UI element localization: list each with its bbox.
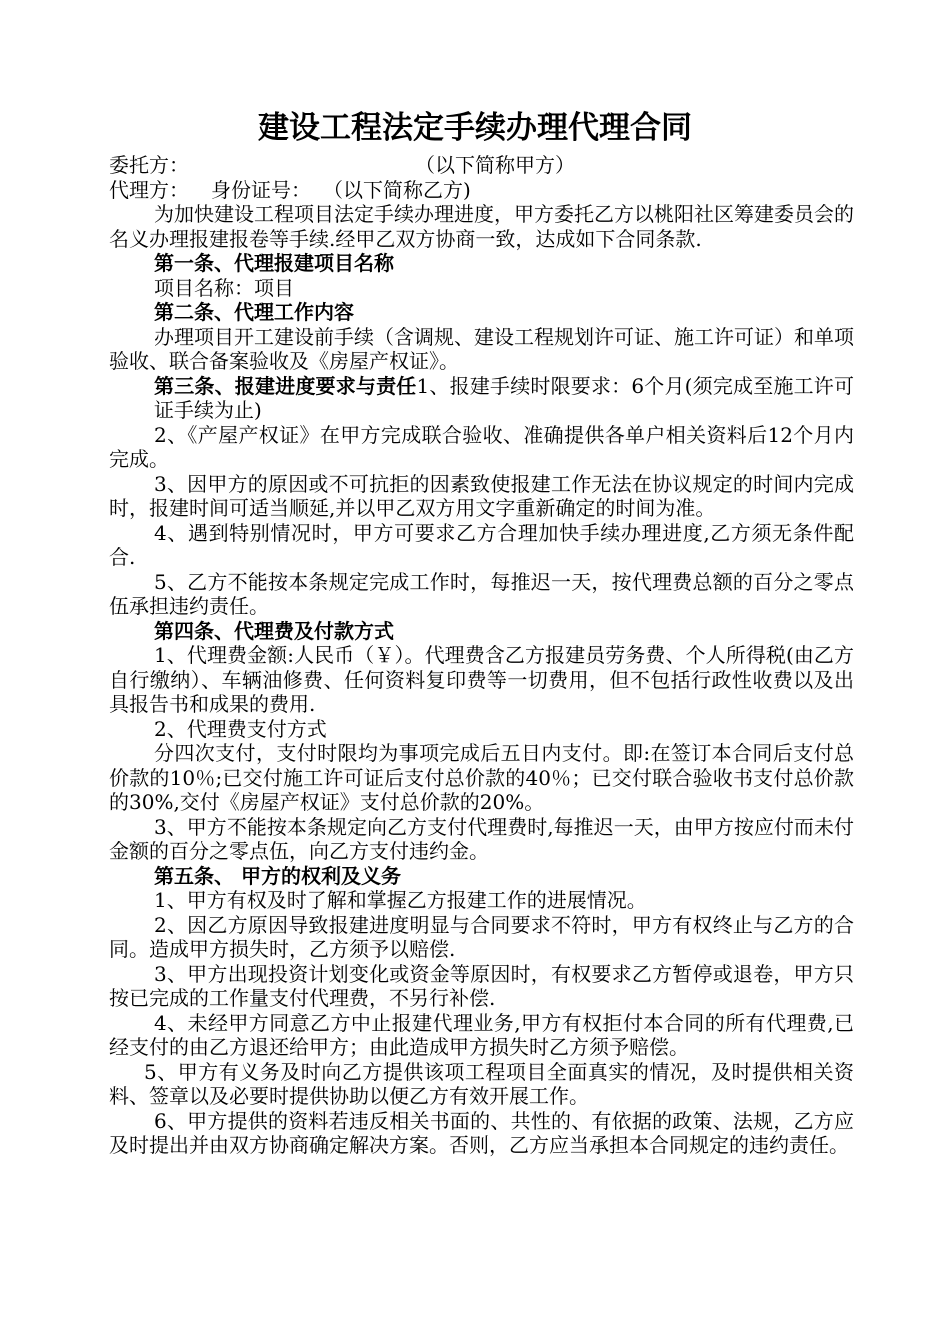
article-5-item-4: 4、未经甲方同意乙方中止报建代理业务,甲方有权拒付本合同的所有代理费,已经支付的由乙方退还给甲方；由此造成甲方损失时乙方须予赔偿。 <box>109 1010 854 1059</box>
party-b-suffix: （以下简称乙方) <box>323 177 471 202</box>
article-5-item-3: 3、甲方出现投资计划变化或资金等原因时，有权要求乙方暂停或退卷，甲方只按已完成的工作量支付代理费，不另行补偿. <box>109 961 854 1010</box>
intro-paragraph: 为加快建设工程项目法定手续办理进度，甲方委托乙方以桃阳社区筹建委员会的名义办理报建报卷等手续.经甲乙双方协商一致，达成如下合同条款. <box>109 202 854 251</box>
party-b-id-label: 身份证号： <box>211 177 311 202</box>
article-5-item-2: 2、因乙方原因导致报建进度明显与合同要求不符时，甲方有权终止与乙方的合同。造成甲方损失时，乙方须予以赔偿. <box>109 912 854 961</box>
article-5-heading: 第五条、 甲方的权利及义务 <box>154 863 401 888</box>
article-3-item-3: 3、因甲方的原因或不可抗拒的因素致使报建工作无法在协议规定的时间内完成时，报建时间可适当顺延,并以甲乙双方用文字重新确定的时间为准。 <box>109 471 854 520</box>
article-5-item-1: 1、甲方有权及时了解和掌握乙方报建工作的进展情况。 <box>154 888 647 912</box>
article-3-item-5: 5、乙方不能按本条规定完成工作时，每推迟一天，按代理费总额的百分之零点伍承担违约责任。 <box>109 569 854 618</box>
article-4-item-1: 1、代理费金额:人民币（￥）。代理费含乙方报建员劳务费、个人所得税(由乙方自行缴纳）、车辆油修费、任何资料复印费等一切费用，但不包括行政性收费以及出具报告书和成果的费用. <box>109 643 854 716</box>
article-5-item-6: 6、甲方提供的资料若违反相关书面的、共性的、有依据的政策、法规，乙方应及时提出并由双方协商确定解决方案。否则，乙方应当承担本合同规定的违约责任。 <box>109 1108 854 1157</box>
article-2-text: 办理项目开工建设前手续（含调规、建设工程规划许可证、施工许可证）和单项验收、联合备案验收及《房屋产权证》。 <box>109 324 854 373</box>
article-4-item-3: 3、甲方不能按本条规定向乙方支付代理费时,每推迟一天，由甲方按应付而未付金额的百分之零点伍，向乙方支付违约金。 <box>109 814 854 863</box>
party-b-line <box>109 178 854 203</box>
article-4-heading: 第四条、代理费及付款方式 <box>154 618 394 643</box>
article-3-first-para <box>109 374 854 423</box>
article-4-payment-schedule: 分四次支付，支付时限均为事项完成后五日内支付。即:在签订本合同后支付总价款的10％;已交付施工许可证后支付总价款的40％；已交付联合验收书支付总价款的30%,交付《房屋产权证》支付总价款的20%。 <box>109 741 854 814</box>
article-1-heading: 第一条、代理报建项目名称 <box>154 251 394 275</box>
article-3-item-4: 4、遇到特别情况时，甲方可要求乙方合理加快手续办理进度,乙方须无条件配合. <box>109 520 854 569</box>
contract-body <box>109 153 854 1158</box>
article-2-heading: 第二条、代理工作内容 <box>154 300 354 324</box>
party-b-label: 代理方： <box>109 177 189 202</box>
party-a-suffix: （以下简称甲方） <box>415 153 575 177</box>
article-3-heading: 第三条、报建进度要求与责任 <box>154 373 417 398</box>
party-a-label: 委托方： <box>109 153 189 177</box>
article-3-item-1: 1、报建手续时限要求：6个月(须完成至施工许可证手续为止) <box>154 373 855 422</box>
article-1-text: 项目名称：项目 <box>154 275 294 300</box>
party-a-line <box>109 153 854 178</box>
article-4-item-2: 2、代理费支付方式 <box>154 716 327 741</box>
article-3-item-2: 2、《产屋产权证》在甲方完成联合验收、准确提供各单户相关资料后12个月内完成。 <box>109 422 854 471</box>
article-5-item-5: 5、甲方有义务及时向乙方提供该项工程项目全面真实的情况，及时提供相关资料、签章以及必要时提供协助以便乙方有效开展工作。 <box>109 1059 854 1108</box>
document-title: 建设工程法定手续办理代理合同 <box>258 110 692 146</box>
